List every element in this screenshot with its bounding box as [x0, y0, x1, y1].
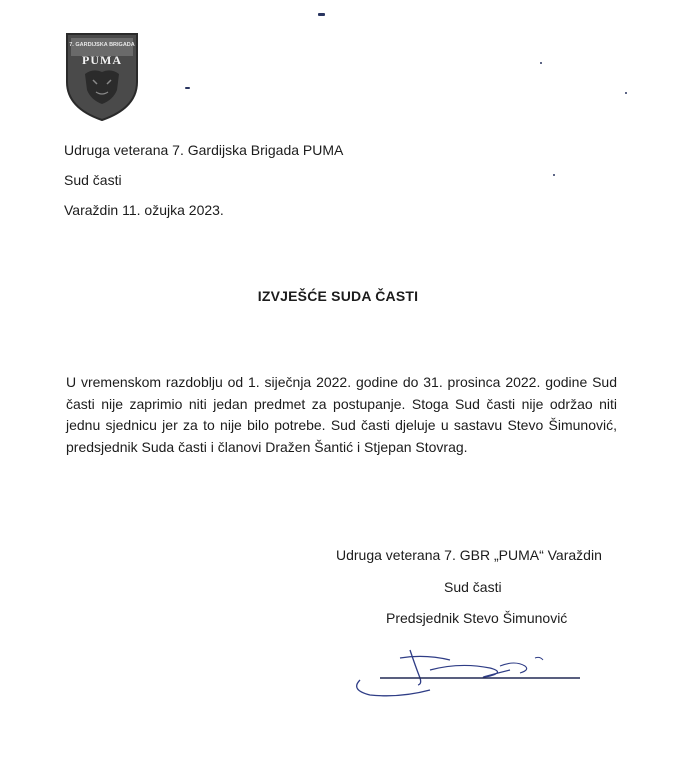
organization-line: Udruga veterana 7. Gardijska Brigada PUMA: [64, 142, 344, 158]
handwritten-signature: [340, 640, 600, 705]
document-title: IZVJEŠĆE SUDA ČASTI: [257, 288, 419, 304]
scan-speck: [625, 92, 627, 94]
scan-speck: [185, 87, 190, 89]
body-paragraph: U vremenskom razdoblju od 1. siječnja 2022. godine do 31. prosinca 2022. godine Sud časti nije zaprimio niti jedan predmet za postupanje. Stoga Sud časti nije održao niti jednu sjednicu jer za to nije bilo potrebe. Sud časti djeluje u sastavu Stevo Šimunović, predsjednik Suda časti i članovi Dražen Šantić i Stjepan Stovrag.: [66, 374, 617, 455]
signature-body: Sud časti: [444, 579, 502, 595]
svg-text:7. GARDIJSKA BRIGADA: 7. GARDIJSKA BRIGADA: [69, 42, 135, 48]
signature-organization: Udruga veterana 7. GBR „PUMA“ Varaždin: [336, 547, 602, 563]
scan-speck: [540, 62, 542, 64]
body-name-line: Sud časti: [64, 172, 122, 188]
scan-speck: [318, 13, 325, 16]
place-date-line: Varaždin 11. ožujka 2023.: [64, 202, 224, 218]
puma-emblem-logo: [63, 30, 141, 122]
scan-speck: [553, 174, 555, 176]
signatory-name: Predsjednik Stevo Šimunović: [386, 610, 568, 626]
svg-text:PUMA: PUMA: [82, 53, 122, 67]
